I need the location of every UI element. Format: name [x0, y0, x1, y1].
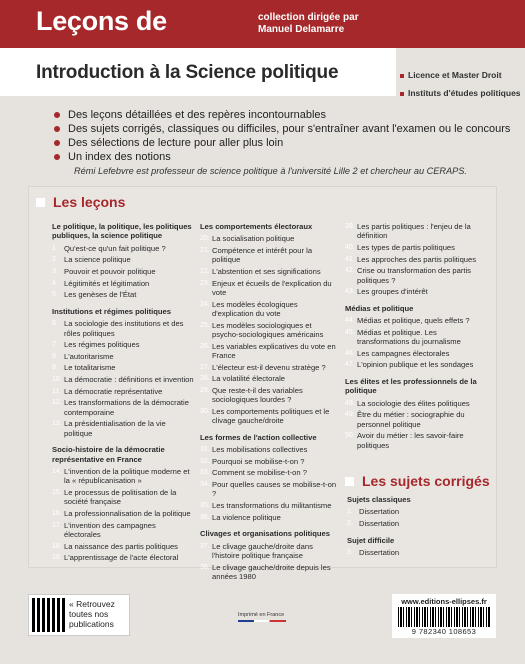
qr-caption: « Retrouvez toutes nos publications	[69, 599, 115, 629]
bullet-icon	[54, 154, 60, 160]
list-item	[52, 375, 194, 384]
item-number: 11.	[52, 387, 62, 395]
item-number: 24.	[200, 300, 210, 308]
item-number: 47.	[345, 361, 355, 369]
item-number: 2.	[347, 520, 353, 527]
features-list	[54, 108, 510, 164]
bullet-icon	[54, 126, 60, 132]
item-title: Les variables explicatives du vote en France	[212, 341, 336, 360]
item-title: Que reste-t-il des variables sociologiques lourdes ?	[212, 385, 303, 405]
item-title: Avoir du métier : les savoir-faire politiques	[357, 431, 464, 450]
item-title: La démocratie : définitions et invention	[64, 374, 194, 384]
item-title: Les approches des partis politiques	[357, 254, 477, 264]
item-number: 35.	[200, 501, 210, 509]
list-item	[52, 244, 194, 253]
item-title: Les genèses de l'État	[64, 290, 137, 300]
item-number: 3.	[347, 549, 353, 556]
feature-item: Un index des notions	[54, 150, 510, 164]
lecons-heading: Les leçons	[36, 194, 125, 210]
item-title: Le clivage gauche/droite depuis les années 1980	[212, 562, 331, 581]
item-title: Crise ou transformation des partis politiques ?	[357, 266, 471, 285]
item-number: 13.	[52, 420, 62, 428]
item-title: L'apprentissage de l'acte électoral	[64, 553, 179, 563]
list-item	[52, 267, 194, 276]
header-accent-block	[396, 0, 525, 48]
ean-number: 9 782340 108653	[411, 627, 477, 636]
series-title: Leçons de	[36, 6, 167, 36]
item-number: 26.	[200, 342, 210, 350]
list-item	[200, 501, 338, 510]
item-title: Compétence et intérêt pour la politique	[212, 246, 313, 265]
item-number: 2.	[52, 256, 58, 264]
square-icon	[345, 477, 354, 486]
list-item	[345, 360, 489, 369]
item-title: Le processus de politisation de la société française	[64, 487, 177, 507]
item-number: 14.	[52, 467, 62, 475]
item-title: La professionnalisation de la politique	[64, 508, 191, 518]
item-title: La présidentialisation de la vie politique	[64, 419, 166, 438]
list-item	[52, 352, 194, 361]
list-item	[200, 468, 338, 477]
list-item	[200, 267, 338, 276]
item-number: 12.	[52, 399, 62, 407]
item-number: 17.	[52, 521, 62, 529]
lecons-column-1	[52, 222, 194, 565]
item-title: Les modèles sociologiques et psycho-sociologiques américains	[212, 320, 324, 339]
list-item	[347, 519, 487, 528]
list-item	[200, 279, 338, 298]
feature-item: Des sujets corrigés, classiques ou difficiles, pour s'entraîner avant l'examen ou le concours	[54, 122, 510, 136]
list-item	[200, 513, 338, 522]
item-number: 50.	[345, 432, 355, 440]
item-title: La sociologie des institutions et des rôles politiques	[64, 319, 184, 338]
group-title: Sujet difficile	[347, 535, 395, 545]
list-item	[52, 553, 194, 562]
list-item	[345, 222, 489, 241]
list-item	[345, 399, 489, 408]
item-number: 16.	[52, 509, 62, 517]
item-number: 45.	[345, 328, 355, 336]
item-title: L'invention des campagnes électorales	[64, 520, 156, 539]
item-number: 33.	[200, 469, 210, 477]
item-title: Les campagnes électorales	[357, 348, 450, 358]
item-title: Dissertation	[359, 519, 400, 528]
item-title: Dissertation	[359, 548, 400, 557]
publisher-url[interactable]: www.editions-ellipses.fr	[401, 597, 487, 606]
item-number: 7.	[52, 341, 58, 349]
item-title: Les comportements politiques et le clivage gauche/droite	[212, 406, 330, 426]
list-item	[345, 431, 489, 450]
audience-tag: Licence et Master Droit	[400, 66, 521, 84]
item-title: L'invention de la politique moderne et la « républicanisation »	[64, 466, 190, 486]
item-title: L'autoritarisme	[64, 351, 114, 361]
list-item	[52, 467, 194, 486]
list-item	[52, 488, 194, 507]
collection-credit	[258, 12, 359, 36]
audience-tag: Instituts d'études politiques	[400, 84, 521, 102]
item-number: 48.	[345, 399, 355, 407]
item-title: Les mobilisations collectives	[212, 445, 308, 455]
item-number: 43.	[345, 288, 355, 296]
list-item	[200, 234, 338, 243]
item-title: Les transformations du militantisme	[212, 500, 332, 510]
item-number: 25.	[200, 321, 210, 329]
item-title: La socialisation politique	[212, 234, 295, 244]
list-item	[52, 279, 194, 288]
collection-line-2: Manuel Delamarre	[258, 24, 345, 35]
list-item	[52, 398, 194, 417]
list-item	[345, 328, 489, 347]
item-title: Qu'est-ce qu'un fait politique ?	[64, 243, 166, 253]
lecons-column-2	[200, 222, 338, 584]
list-item	[52, 509, 194, 518]
item-number: 5.	[52, 291, 58, 299]
item-title: La violence politique	[212, 512, 281, 522]
item-number: 38.	[200, 563, 210, 571]
item-number: 1.	[347, 508, 353, 516]
list-item	[347, 548, 487, 557]
list-item	[345, 266, 489, 285]
list-item	[200, 246, 338, 265]
list-item	[52, 387, 194, 396]
square-bullet-icon	[400, 92, 404, 96]
list-item	[345, 349, 489, 358]
list-item	[345, 243, 489, 252]
group-title: Institutions et régimes politiques	[52, 306, 171, 316]
qr-code-icon[interactable]	[32, 598, 66, 632]
item-title: Les types de partis politiques	[357, 243, 455, 252]
group-title: Clivages et organisations politiques	[200, 529, 330, 539]
list-item	[200, 386, 338, 405]
item-number: 6.	[52, 320, 58, 328]
item-number: 46.	[345, 349, 355, 357]
item-title: Le totalitarisme	[64, 363, 116, 373]
sujets-list	[347, 495, 487, 560]
item-title: Pouvoir et pouvoir politique	[64, 267, 156, 276]
list-item	[345, 287, 489, 296]
item-number: 40.	[345, 244, 355, 251]
list-item	[200, 480, 338, 499]
item-title: Les groupes d'intérêt	[357, 287, 428, 297]
item-title: La sociologie des élites politiques	[357, 398, 470, 408]
item-number: 49.	[345, 411, 355, 419]
list-item	[52, 521, 194, 540]
group-title: Les élites et les professionnels de la politique	[345, 376, 477, 396]
item-title: L'opinion publique et les sondages	[357, 360, 474, 370]
item-number: 18.	[52, 542, 62, 550]
list-item	[200, 542, 338, 561]
item-title: Médias et politique, quels effets ?	[357, 316, 470, 326]
item-number: 1.	[52, 244, 58, 252]
list-item	[200, 300, 338, 319]
item-title: Médias et politique. Les transformations du journalisme	[357, 327, 461, 347]
list-item	[200, 407, 338, 426]
item-title: Enjeux et écueils de l'explication du vote	[212, 278, 332, 297]
group-title: Les comportements électoraux	[200, 222, 313, 231]
item-number: 20.	[200, 235, 210, 243]
group-title: Les formes de l'action collective	[200, 432, 317, 442]
barcode-icon	[398, 607, 490, 627]
item-number: 15.	[52, 488, 62, 496]
author-bio: Rémi Lefebvre est professeur de science politique à l'université Lille 2 et chercheur au CERAPS.	[74, 166, 467, 176]
item-number: 23.	[200, 279, 210, 287]
list-item	[200, 363, 338, 372]
bullet-icon	[54, 112, 60, 118]
square-bullet-icon	[400, 74, 404, 78]
qr-card[interactable]	[28, 594, 130, 636]
collection-line-1: collection dirigée par	[258, 12, 359, 23]
item-number: 37.	[200, 542, 210, 550]
item-number: 28.	[200, 375, 210, 383]
item-number: 9.	[52, 364, 58, 372]
item-number: 34.	[200, 480, 210, 488]
sujets-heading: Les sujets corrigés	[345, 473, 490, 489]
item-number: 21.	[200, 247, 210, 254]
item-title: Légitimités et légitimation	[64, 278, 150, 288]
list-item	[345, 316, 489, 325]
item-title: L'électeur est-il devenu stratège ?	[212, 362, 326, 372]
group-title: Médias et politique	[345, 303, 414, 313]
lecons-column-3	[345, 222, 489, 452]
list-item	[200, 321, 338, 340]
item-title: L'abstention et ses significations	[212, 267, 321, 276]
audience-tags	[400, 66, 521, 102]
item-number: 39.	[345, 223, 355, 230]
group-title: Socio-histoire de la démocratie représentative en France	[52, 445, 165, 464]
item-title: La volatilité électorale	[212, 374, 286, 384]
list-item	[200, 445, 338, 454]
item-title: Le clivage gauche/droite dans l'histoire politique française	[212, 541, 313, 560]
barcode-block	[392, 594, 496, 638]
item-number: 10.	[52, 375, 62, 383]
list-item	[345, 255, 489, 264]
square-icon	[36, 198, 45, 207]
item-title: La science politique	[64, 255, 131, 265]
item-number: 31.	[200, 446, 210, 454]
list-item	[52, 419, 194, 438]
item-number: 8.	[52, 352, 58, 360]
item-number: 42.	[345, 267, 355, 275]
item-title: Comment se mobilise-t-on ?	[212, 468, 307, 478]
french-flag-icon	[238, 620, 286, 622]
list-item	[52, 319, 194, 338]
book-title: Introduction à la Science politique	[36, 62, 339, 83]
group-title: Le politique, la politique, les politiques publiques, la science politique	[52, 222, 192, 241]
list-item	[345, 410, 489, 429]
item-title: Être du métier : sociographie du personnel politique	[357, 410, 465, 429]
item-number: 4.	[52, 279, 58, 287]
bullet-icon	[54, 140, 60, 146]
feature-item: Des sélections de lecture pour aller plus loin	[54, 136, 510, 150]
item-number: 41.	[345, 255, 355, 263]
feature-item: Des leçons détaillées et des repères incontournables	[54, 108, 510, 122]
item-title: Les régimes politiques	[64, 340, 140, 350]
list-item	[200, 457, 338, 466]
printed-in-france: Imprimé en France	[238, 612, 285, 618]
group-title: Sujets classiques	[347, 495, 411, 504]
list-item	[52, 363, 194, 372]
list-item	[200, 563, 338, 582]
list-item	[52, 542, 194, 551]
list-item	[52, 290, 194, 299]
item-title: La naissance des partis politiques	[64, 541, 178, 551]
item-title: Les partis politiques : l'enjeu de la définition	[357, 222, 471, 241]
item-title: Pour quelles causes se mobilise-t-on ?	[212, 479, 337, 499]
item-title: Dissertation	[359, 507, 400, 517]
item-number: 27.	[200, 363, 210, 371]
list-item	[347, 507, 487, 516]
item-number: 36.	[200, 513, 210, 521]
item-title: Les transformations de la démocratie contemporaine	[64, 398, 189, 417]
item-title: Les modèles écologiques d'explication du vote	[212, 299, 298, 318]
list-item	[52, 255, 194, 264]
item-number: 19.	[52, 554, 62, 562]
item-number: 44.	[345, 317, 355, 325]
item-title: La démocratie représentative	[64, 386, 163, 396]
item-number: 3.	[52, 268, 58, 275]
item-title: Pourquoi se mobilise-t-on ?	[212, 456, 305, 466]
item-number: 22.	[200, 268, 210, 275]
list-item	[200, 342, 338, 361]
item-number: 32.	[200, 457, 210, 465]
list-item	[52, 340, 194, 349]
list-item	[200, 374, 338, 383]
item-number: 29.	[200, 386, 210, 394]
item-number: 30.	[200, 407, 210, 415]
